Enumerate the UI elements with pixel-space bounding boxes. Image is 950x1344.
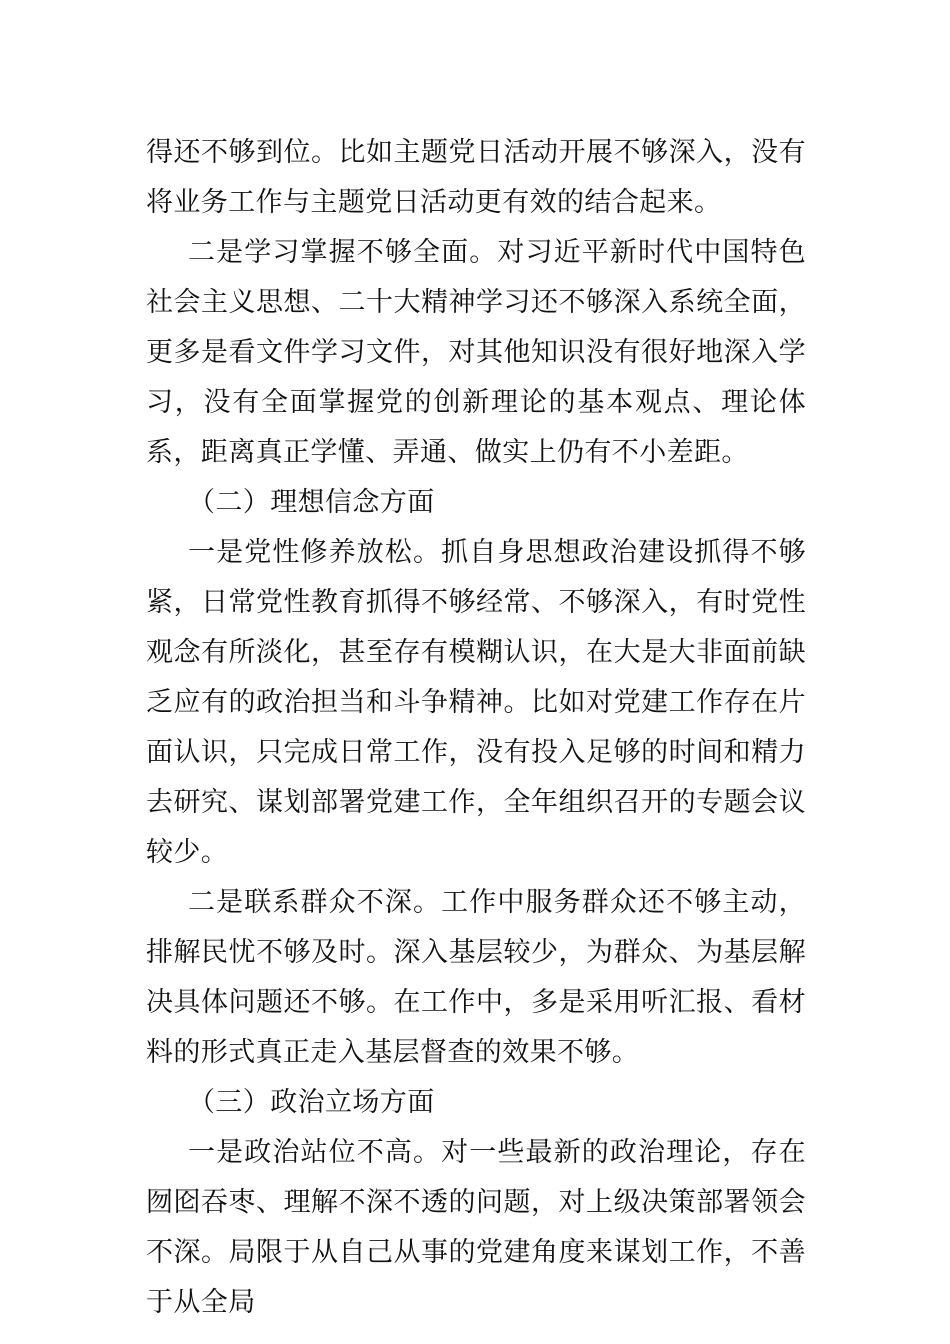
paragraph-political-standing: 一是政治站位不高。对一些最新的政治理论，存在囫囵吞枣、理解不深不透的问题，对上级决策部署领会不深。局限于从自己从事的党建角度来谋划工作，不善于从全局 (146, 1137, 806, 1318)
paragraph-party-spirit: 一是党性修养放松。抓自身思想政治建设抓得不够紧，日常党性教育抓得不够经常、不够深入，有时党性观念有所淡化，甚至存有模糊认识，在大是大非面前缺乏应有的政治担当和斗争精神。比如对党建工作存在片面认识，只完成日常工作，没有投入足够的时间和精力去研究、谋划部署党建工作，全年组织召开的专题会议较少。 (146, 537, 806, 868)
document-body (146, 128, 806, 1328)
section-heading-political-stance: （三）政治立场方面 (188, 1087, 435, 1118)
paragraph-continuation: 得还不够到位。比如主题党日活动开展不够深入，没有将业务工作与主题党日活动更有效的结合起来。 (146, 137, 806, 218)
paragraph-mass-contact: 二是联系群众不深。工作中服务群众还不够主动，排解民忧不够及时。深入基层较少，为群众、为基层解决具体问题还不够。在工作中，多是采用听汇报、看材料的形式真正走入基层督查的效果不够。 (146, 887, 806, 1068)
section-heading-ideals-beliefs: （二）理想信念方面 (188, 487, 435, 518)
paragraph-study-mastery: 二是学习掌握不够全面。对习近平新时代中国特色社会主义思想、二十大精神学习还不够深入系统全面，更多是看文件学习文件，对其他知识没有很好地深入学习，没有全面掌握党的创新理论的基本观点、理论体系，距离真正学懂、弄通、做实上仍有不小差距。 (146, 237, 806, 468)
